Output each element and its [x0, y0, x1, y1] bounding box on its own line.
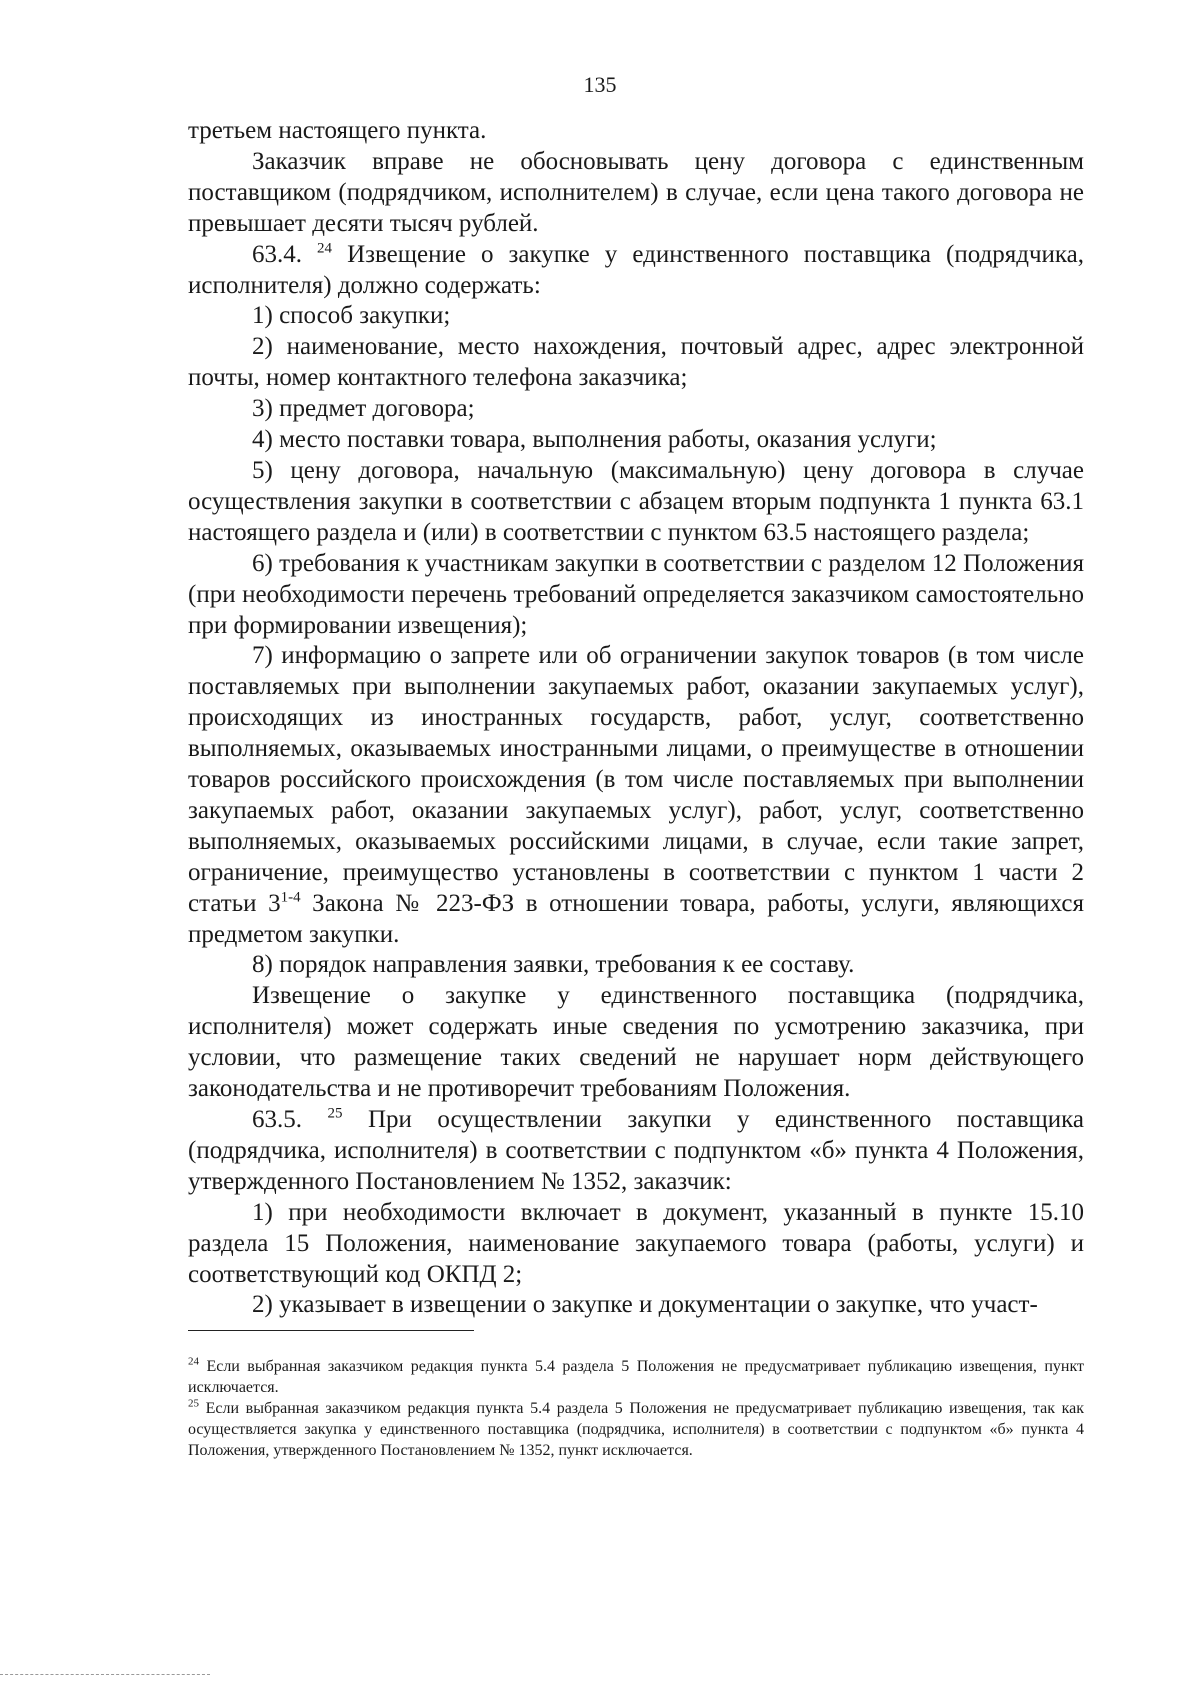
- paragraph-text: При осуществлении закупки у единственного поставщика (подрядчика, исполнителя) в соответствии с подпунктом «б» пункта 4 Положения, утвержденного Постановлением № 1352, заказчик:: [188, 1106, 1085, 1195]
- body-text: [188, 116, 1084, 1321]
- footnote-24: [188, 1356, 1084, 1398]
- list-item: 6) требования к участникам закупки в соответствии с разделом 12 Положения (при необходимости перечень требований определяется заказчиком самостоятельно при формировании извещения);: [188, 549, 1084, 639]
- paragraph-text-tail: Закона № 223-ФЗ в отношении товара, работы, услуги, являющихся предметом закупки.: [188, 889, 1084, 948]
- clause-number: 63.4.: [252, 240, 302, 268]
- footnote-text: Если выбранная заказчиком редакция пункта 5.4 раздела 5 Положения не предусматривает публикацию извещения, пункт исключается.: [188, 1358, 1085, 1396]
- page-number: 135: [583, 72, 617, 97]
- list-item: 1) при необходимости включает в документ, указанный в пункте 15.10 раздела 15 Положения, наименование закупаемого товара (работы, услуги) и соответствующий код ОКПД 2;: [188, 1198, 1084, 1288]
- list-item: 5) цену договора, начальную (максимальную) цену договора в случае осуществления закупки в соответствии с абзацем вторым подпункта 1 пункта 63.1 настоящего раздела и (или) в соответствии с пунктом 63.5 настоящего раздела;: [188, 456, 1084, 546]
- paragraph: Заказчик вправе не обосновывать цену договора с единственным поставщиком (подрядчиком, исполнителем) в случае, если цена такого договора не превышает десяти тысяч рублей.: [188, 147, 1084, 237]
- paragraph: Извещение о закупке у единственного поставщика (подрядчика, исполнителя) может содержать иные сведения по усмотрению заказчика, при условии, что размещение таких сведений не нарушает норм действующего законодательства и не противоречит требованиям Положения.: [188, 982, 1084, 1103]
- article-superscript: 1-4: [280, 889, 301, 906]
- list-item: 2) наименование, место нахождения, почтовый адрес, адрес электронной почты, номер контактного телефона заказчика;: [188, 333, 1084, 392]
- footnote-number: 24: [188, 1355, 199, 1368]
- list-item: 4) место поставки товара, выполнения работы, оказания услуги;: [252, 426, 937, 454]
- list-item: 3) предмет договора;: [252, 395, 475, 423]
- paragraph-63-5: [188, 1105, 1084, 1198]
- clause-number: 63.5.: [252, 1106, 302, 1133]
- footnote-text: Если выбранная заказчиком редакция пункта 5.4 раздела 5 Положения не предусматривает публикацию извещения, так как осуществляется закупка у единственного поставщика (подрядчика, исполнителя) в соответствии с подпунктом «б» пункта 4 Положения, утвержденного Постановлением № 1352, пункт исключается.: [188, 1400, 1084, 1459]
- footnote-25: [188, 1398, 1084, 1461]
- footnote-separator: [188, 1330, 474, 1331]
- footnote-number: 25: [188, 1397, 199, 1410]
- paragraph-text: Извещение о закупке у единственного поставщика (подрядчика, исполнителя) должно содержать:: [188, 240, 1085, 299]
- paragraph-text: 7) информацию о запрете или об ограничении закупок товаров (в том числе поставляемых при выполнении закупаемых работ, оказании закупаемых услуг), происходящих из иностранных государств, работ, услуг, соответственно выполняемых, оказываемых иностранными лицами, о преимуществе в отношении товаров российского происхождения (в том числе поставляемых при выполнении закупаемых работ, оказании закупаемых услуг), работ, услуг, соответственно выполняемых, оказываемых российскими лицами, в случае, если такие запрет, ограничение, преимущество установлены в соответствии с пунктом 1 части 2 статьи 3: [188, 642, 1084, 917]
- paragraph-63-4: [188, 240, 1084, 302]
- footnote-ref-24: 24: [317, 240, 333, 257]
- list-item: 2) указывает в извещении о закупке и документации о закупке, что участ-: [252, 1291, 1038, 1319]
- footnote-ref-25: 25: [327, 1105, 343, 1122]
- scan-edge-line: [0, 1674, 210, 1675]
- list-item: [188, 641, 1084, 950]
- list-item: 1) способ закупки;: [252, 302, 451, 330]
- footnotes: [188, 1356, 1084, 1461]
- paragraph: третьем настоящего пункта.: [188, 117, 487, 144]
- list-item: 8) порядок направления заявки, требования к ее составу.: [252, 951, 855, 979]
